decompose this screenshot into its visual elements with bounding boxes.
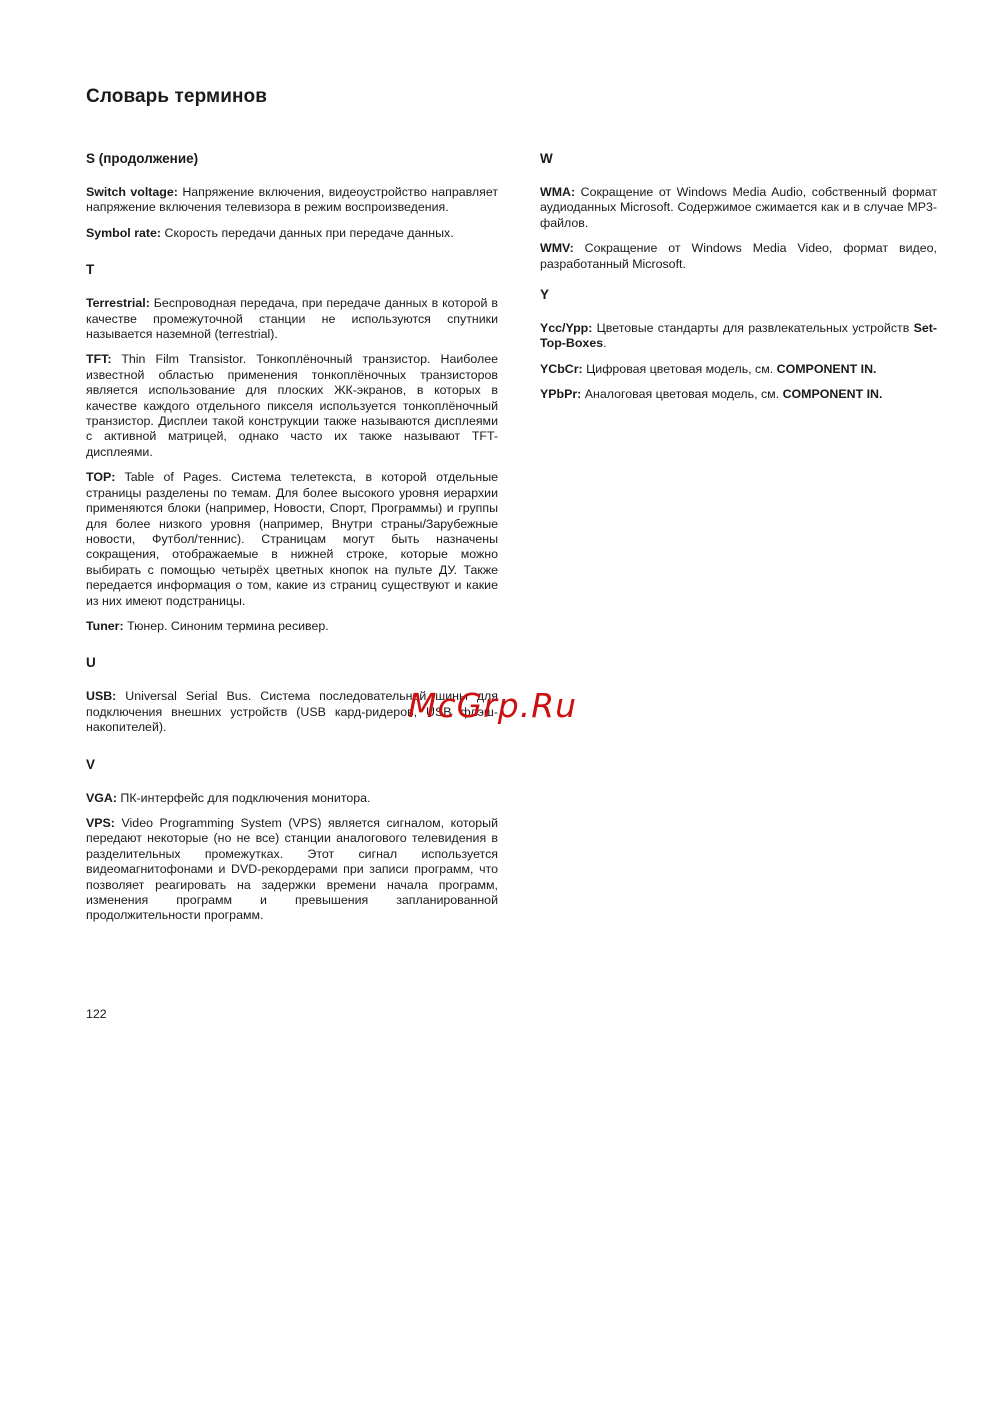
section-y [540, 286, 937, 403]
entry-reference: COMPONENT IN. [776, 361, 877, 376]
entry-term: Switch voltage: [86, 185, 178, 199]
entry-definition: Thin Film Transistor. Тонкоплёночный транзистор. Наиболее известной областью применения тонкоплёночных транзисторов является использование для плоских ЖК-экранов, в которых в качестве каждого отдельного пикселя используется тонкоплёночный транзистор. Дисплеи такой конструкции также называются дисплеями с активной матрицей, однако часто их также называют TFT-дисплеями. [86, 352, 498, 459]
entry-term: Symbol rate: [86, 225, 162, 240]
entry-term: VGA: [86, 790, 117, 805]
glossary-entry-ycbcr [540, 362, 937, 377]
watermark-logo: McGrp.Ru [408, 686, 578, 725]
entry-definition: ПК-интерфейс для подключения монитора. [116, 790, 371, 805]
section-heading: Y [540, 287, 550, 303]
glossary-entry-ycc-ypp [540, 321, 937, 352]
entry-definition: Table of Pages. Система телетекста, в которой отдельные страницы разделены по темам. Для более высокого уровня иерархии применяются блоки (например, Новости, Спорт, Программы) и группы для более низкого уровня (например, Внутри страны/Зарубежные новости, Футбол/теннис). Страницам могут быть назначены сокращения, отображаемые в нижней строке, которые можно выбирать с помощью четырёх цветных кнопок на пульте ДУ. Также передается информация о том, какие из страниц существуют и какие из них имеют подстраницы. [86, 470, 498, 608]
entry-term: Terrestrial: [86, 296, 150, 311]
glossary-entry-vps [86, 816, 498, 924]
right-column [540, 150, 937, 417]
entry-definition: Беспроводная передача, при передаче данных в которой в качестве промежуточной станции не используются спутники называется наземной (terrestrial). [86, 296, 498, 342]
entry-term: Ycc/Ypp: [540, 321, 593, 336]
entry-term: VPS: [86, 815, 115, 830]
entry-term: TFT: [86, 352, 112, 367]
section-heading: U [86, 655, 96, 671]
entry-reference: Set-Top-Boxes [540, 321, 937, 351]
entry-term: WMA: [540, 185, 576, 199]
glossary-entry-vga [86, 791, 498, 806]
entry-definition: Сокращение от Windows Media Audio, собственный формат аудиоданных Microsoft. Содержимое сжимается как и в случае MP3-файлов. [540, 185, 937, 230]
section-heading: V [86, 756, 96, 772]
section-heading: W [540, 151, 553, 166]
section-v [86, 756, 498, 924]
page-number: 122 [86, 1007, 107, 1021]
glossary-entry-tuner [86, 619, 498, 634]
entry-punctuation: . [603, 336, 607, 351]
glossary-entry-symbol-rate [86, 226, 498, 241]
entry-definition: Аналоговая цветовая модель, см. [581, 387, 783, 402]
section-s [86, 150, 498, 241]
glossary-entry-wmv [540, 241, 937, 272]
entry-definition: Тюнер. Синоним термина ресивер. [123, 618, 329, 633]
entry-definition: Сокращение от Windows Media Video, формат видео, разработанный Microsoft. [540, 241, 937, 271]
entry-definition: Video Programming System (VPS) является сигналом, который передают некоторые (но не все) станции аналогового телевидения в разделительных промежутках. Этот сигнал используется видеомагнитофонами и DVD-рекордерами при записи программ, что позволяет реагировать на задержки времени начала программ, изменения программ и превышения запланированной продолжительности программ. [86, 815, 498, 923]
entry-term: Tuner: [86, 618, 124, 633]
section-w [540, 150, 937, 272]
entry-definition: Напряжение включения, видеоустройство направляет напряжение включения телевизора в режим воспроизведения. [86, 185, 498, 215]
entry-reference: COMPONENT IN. [782, 387, 883, 402]
glossary-entry-ypbpr [540, 387, 937, 402]
page-title: Словарь терминов [86, 86, 268, 107]
entry-term: WMV: [540, 241, 574, 256]
entry-definition: Цифровая цветовая модель, см. [582, 361, 777, 376]
entry-definition: Universal Serial Bus. Система последовательной шины для подключения внешних устройств (USB кард-ридеров, USB флэш-накопителей). [86, 689, 498, 735]
left-column [86, 150, 498, 938]
section-t [86, 261, 498, 634]
glossary-entry-tft [86, 352, 498, 460]
entry-term: YPbPr: [540, 387, 582, 402]
entry-term: TOP: [86, 470, 116, 485]
glossary-entry-top [86, 470, 498, 609]
entry-term: YCbCr: [540, 361, 583, 376]
section-heading: T [86, 262, 95, 278]
entry-definition: Скорость передачи данных при передаче данных. [161, 225, 454, 240]
section-heading: S (продолжение) [86, 151, 199, 166]
glossary-entry-terrestrial [86, 296, 498, 342]
glossary-entry-switch-voltage [86, 185, 498, 216]
glossary-entry-wma [540, 185, 937, 231]
entry-term: USB: [86, 689, 117, 704]
entry-definition: Цветовые стандарты для развлекательных устройств [592, 321, 914, 336]
